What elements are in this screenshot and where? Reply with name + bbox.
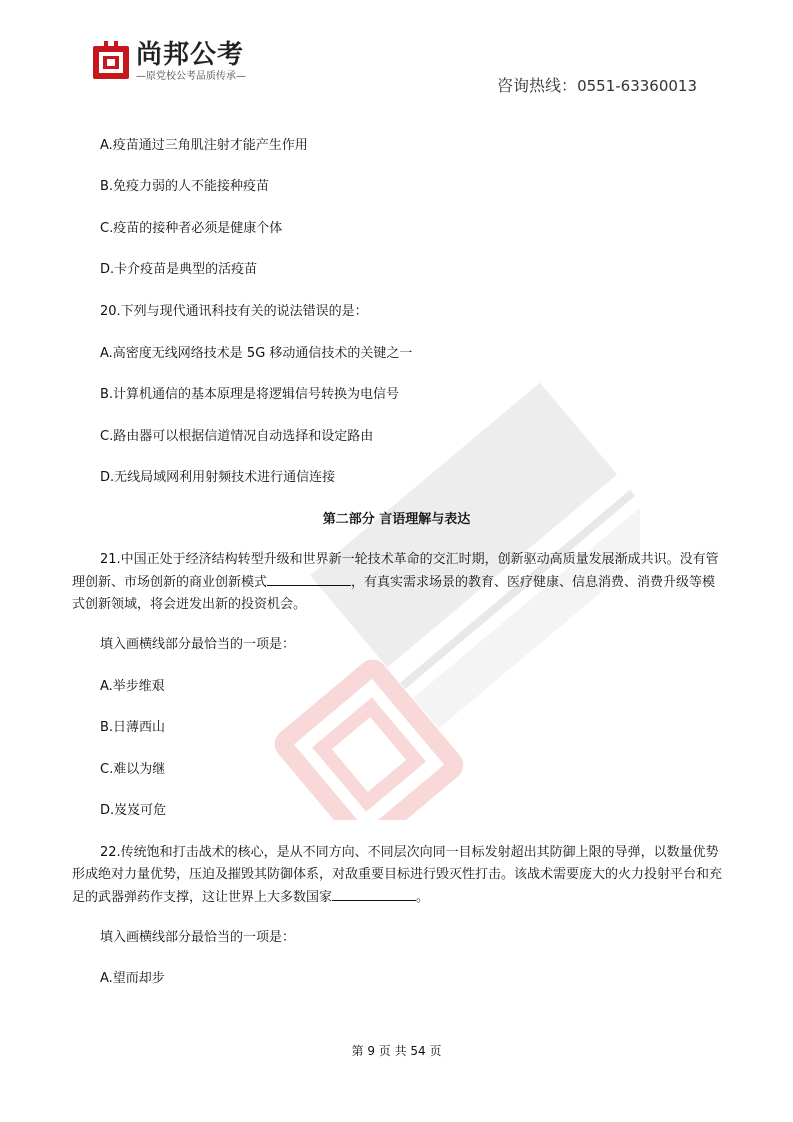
q22-blank bbox=[332, 886, 416, 901]
q20-option-b: B.计算机通信的基本原理是将逻辑信号转换为电信号 bbox=[100, 387, 400, 402]
brand-name: 尚邦公考 bbox=[136, 40, 245, 70]
q21-option-a: A.举步维艰 bbox=[100, 679, 165, 694]
q21-blank bbox=[267, 571, 351, 586]
q19-option-a: A.疫苗通过三角肌注射才能产生作用 bbox=[100, 138, 308, 153]
q19-option-c: C.疫苗的接种者必须是健康个体 bbox=[100, 221, 283, 236]
section-title: 第二部分 言语理解与表达 bbox=[322, 512, 471, 527]
q22-stem bbox=[72, 842, 722, 909]
q19-option-d: D.卡介疫苗是典型的活疫苗 bbox=[100, 262, 258, 277]
q21-option-d: D.岌岌可危 bbox=[100, 803, 167, 818]
hotline-number: 0551-63360013 bbox=[577, 77, 697, 95]
q22-stem-part2: 。 bbox=[416, 890, 430, 905]
q21-prompt: 填入画横线部分最恰当的一项是： bbox=[100, 637, 296, 652]
q20-option-a: A.高密度无线网络技术是 5G 移动通信技术的关键之一 bbox=[100, 346, 413, 361]
brand-logo bbox=[92, 40, 282, 84]
hotline-label: 咨询热线： bbox=[497, 76, 578, 95]
q21-option-c: C.难以为继 bbox=[100, 762, 166, 777]
q22-option-a: A.望而却步 bbox=[100, 971, 165, 986]
q21-option-b: B.日薄西山 bbox=[100, 720, 166, 735]
hotline bbox=[497, 76, 697, 96]
q20-stem: 20.下列与现代通讯科技有关的说法错误的是： bbox=[100, 304, 368, 319]
q22-prompt: 填入画横线部分最恰当的一项是： bbox=[100, 930, 296, 945]
q20-option-d: D.无线局域网利用射频技术进行通信连接 bbox=[100, 470, 336, 485]
q22-stem-part1: 22.传统饱和打击战术的核心，是从不同方向、不同层次向同一目标发射超出其防御上限的导弹，以数量优势形成绝对力量优势，压迫及摧毁其防御体系，对敌重要目标进行毁灭性打击。该战术需要庞大的火力投射平台和充足的武器弹药作支撑，这让世界上大多数国家 bbox=[72, 845, 723, 905]
brand-tagline: —原党校公考品质传承— bbox=[136, 71, 246, 82]
q20-option-c: C.路由器可以根据信道情况自动选择和设定路由 bbox=[100, 429, 374, 444]
q19-option-b: B.免疫力弱的人不能接种疫苗 bbox=[100, 179, 270, 194]
q21-stem-part2: ，有真实需求场景的教育、医疗健康、信息消费、消费升级等模式创新领域，将会迸发出新的投资机会。 bbox=[72, 575, 716, 612]
q21-stem bbox=[72, 549, 722, 616]
brand-logo-icon bbox=[92, 40, 130, 80]
q21-stem-part1: 21.中国正处于经济结构转型升级和世界新一轮技术革命的交汇时期，创新驱动高质量发展渐成共识。没有管理创新、市场创新的商业创新模式 bbox=[72, 552, 719, 590]
page-number: 第 9 页 共 54 页 bbox=[351, 1044, 442, 1058]
